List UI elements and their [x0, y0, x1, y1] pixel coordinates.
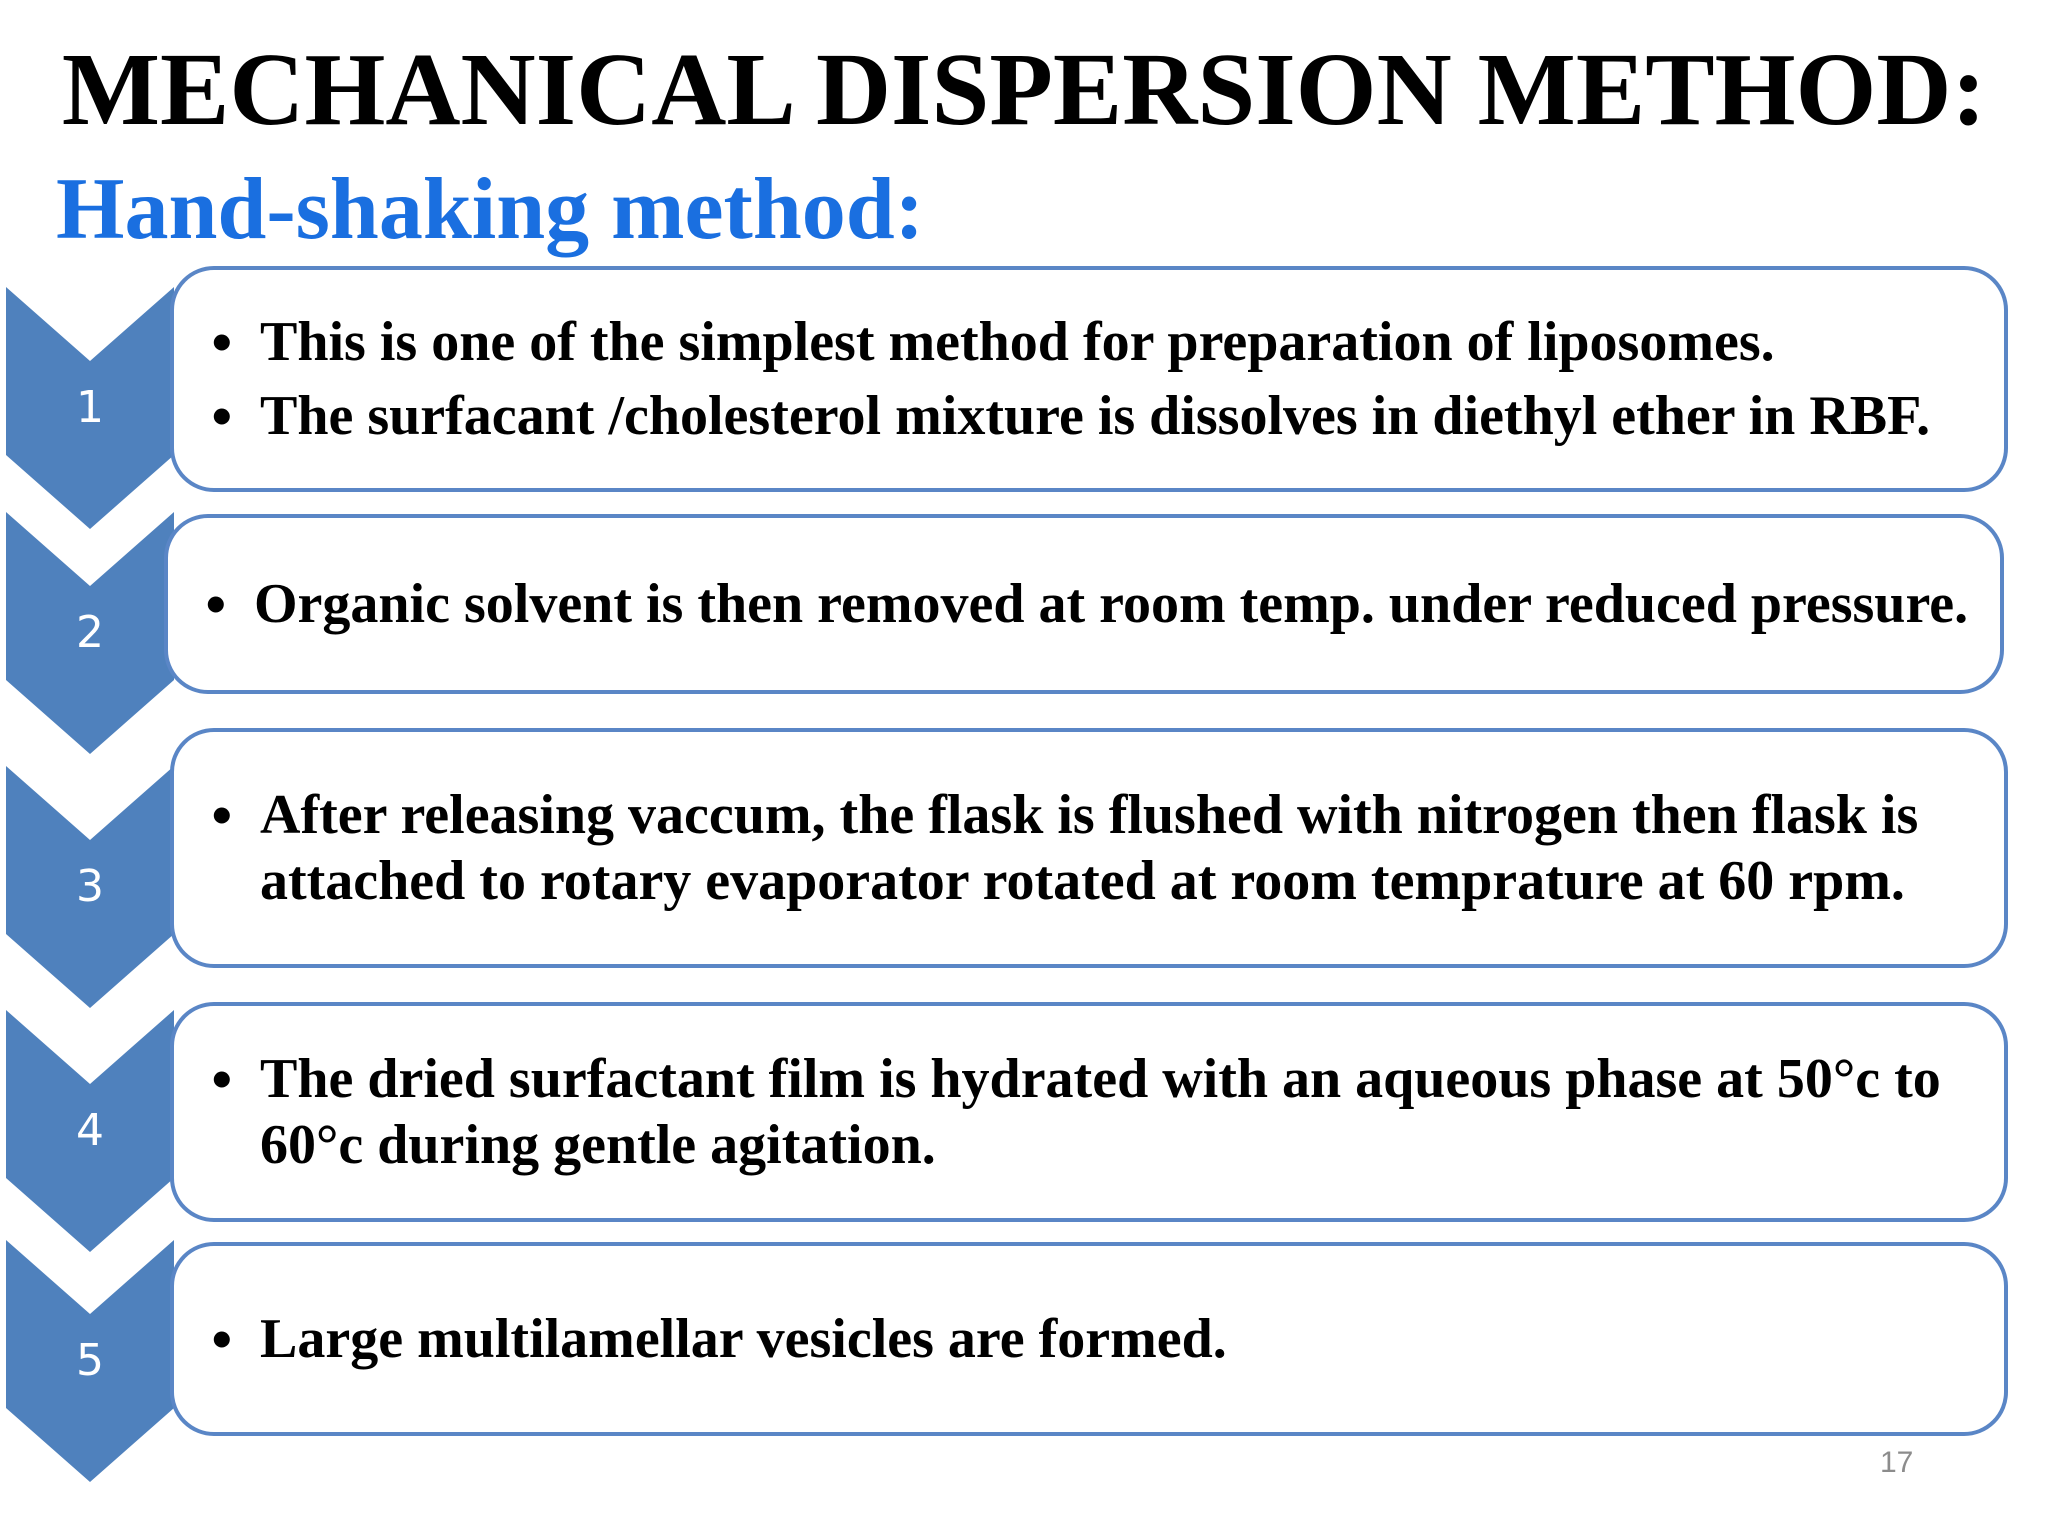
step-box-3 [170, 728, 2008, 968]
list-item-text: After releasing vaccum, the flask is flushed with nitrogen then flask is attached to rotary evaporator rotated at room temprature at 60 rpm. [260, 784, 1919, 912]
slide-title: MECHANICAL DISPERSION METHOD: [61, 32, 1987, 147]
step-chevron-2 [6, 512, 174, 754]
list-item-text: Organic solvent is then removed at room temp. under reduced pressure. [254, 573, 1969, 635]
step-box-1 [170, 266, 2008, 492]
list-item [168, 571, 2000, 637]
bullet-list [174, 309, 2004, 449]
step-chevron-5 [6, 1240, 174, 1482]
bullet-icon: • [212, 310, 232, 373]
list-item-text: The dried surfactant film is hydrated with an aqueous phase at 50°c to 60°c during gentle agitation. [260, 1048, 1941, 1176]
list-item-text: This is one of the simplest method for preparation of liposomes. [260, 311, 1775, 373]
step-chevron-3 [6, 766, 174, 1008]
step-number: 1 [76, 382, 104, 433]
list-item [174, 309, 2004, 375]
bullet-icon: • [212, 384, 232, 447]
slide-subtitle: Hand-shaking method: [56, 161, 925, 258]
list-item [174, 383, 2004, 449]
list-item [174, 1306, 2004, 1372]
bullet-icon: • [212, 783, 232, 846]
bullet-icon: • [206, 572, 226, 635]
bullet-list [168, 571, 2000, 637]
step-box-5 [170, 1242, 2008, 1436]
page-number: 17 [1880, 1446, 1914, 1479]
step-number: 4 [76, 1105, 104, 1156]
bullet-list [174, 1046, 2004, 1178]
step-number: 2 [76, 607, 104, 658]
list-item [174, 1046, 2004, 1178]
bullet-icon: • [212, 1307, 232, 1370]
list-item [174, 782, 2004, 914]
bullet-list [174, 1306, 2004, 1372]
list-item-text: Large multilamellar vesicles are formed. [260, 1308, 1227, 1370]
step-number: 5 [76, 1335, 104, 1386]
step-box-2 [164, 514, 2004, 694]
bullet-list [174, 782, 2004, 914]
bullet-icon: • [212, 1047, 232, 1110]
step-chevron-1 [6, 287, 174, 529]
step-number: 3 [76, 861, 104, 912]
step-chevron-4 [6, 1010, 174, 1252]
list-item-text: The surfacant /cholesterol mixture is dissolves in diethyl ether in RBF. [260, 385, 1931, 447]
step-box-4 [170, 1002, 2008, 1222]
